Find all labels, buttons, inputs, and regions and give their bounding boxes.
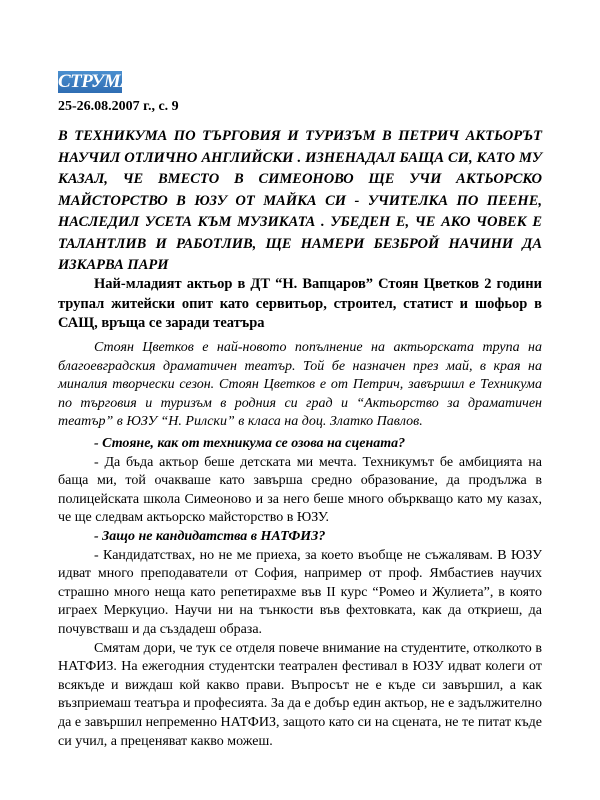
interview-answer: - Кандидатствах, но не ме приеха, за което въобще не съжалявам. В ЮЗУ идват много преподаватели от София, например от проф. Ямбастиев научих страшно много неща като репетирахме във II курс “Ромео и Жулиета”, в която играех Меркуцио. Научи ни на тънкости във фехтовката, как да откриеш, да почувстваш и да създадеш образа.	[58, 547, 542, 637]
publication-date: 25-26.08.2007 г., с. 9	[58, 99, 179, 114]
interview-answer: - Да бъда актьор беше детската ми мечта. Техникумът бе амбицията на баща ми, той очакваше като завърша средно образование, да продължа в полицейската школа Симеоново и за него беше много объркващо като му казах, че ще следвам актьорско майсторство в ЮЗУ.	[58, 454, 542, 526]
article-headline: В ТЕХНИКУМА ПО ТЪРГОВИЯ И ТУРИЗЪМ В ПЕТРИЧ АКТЬОРЪТ НАУЧИЛ ОТЛИЧНО АНГЛИЙСКИ . ИЗНЕНАДАЛ БАЩА СИ, КАТО МУ КАЗАЛ, ЧЕ ВМЕСТО В СИМЕОНОВО ЩЕ УЧИ АКТЬОРСКО МАЙСТОРСТВО В ЮЗУ ОТ МАЙКА СИ - УЧИТЕЛКА ПО ПЕЕНЕ, НАСЛЕДИЛ УСЕТА КЪМ МУЗИКАТА . УБЕДЕН Е, ЧЕ АКО ЧОВЕК Е ТАЛАНТЛИВ И РАБОТЛИВ, ЩЕ НАМЕРИ БЕЗБРОЙ НАЧИНИ ДА ИЗКАРВА ПАРИ	[58, 128, 542, 273]
article-body	[58, 435, 542, 751]
article-lead: Стоян Цветков е най-новото попълнение на актьорската трупа на благоевградския драматичен театър. Той бе назначен през май, в края на миналия творчески сезон. Стоян Цветков е от Петрич, завършил е Техникума по търговия и туризъм в родния си град и “Актьорство за драматичен театър” в ЮЗУ “Н. Рилски” в класа на доц. Златко Павлов.	[58, 340, 542, 430]
interview-answer: Смятам дори, че тук се отделя повече внимание на студентите, отколкото в НАТФИЗ. На ежегодния студентски театрален фестивал в ЮЗУ идват колеги от всякъде и виждаш кой какво прави. Въпросът не е къде си завършил, а как възприемаш театъра и професията. За да е добър един актьор, не е задължително да е завършил непременно НАТФИЗ, защото като си на сцената, не те питат къде си учил, а преценяват какво можеш.	[58, 640, 542, 749]
newspaper-logo: СТРУМА	[58, 71, 133, 92]
interview-question: - Защо не кандидатства в НАТФИЗ?	[94, 528, 326, 544]
article-subheadline: Най-младият актьор в ДТ “Н. Вапцаров” Стоян Цветков 2 години трупал житейски опит като сервитьор, строител, статист и шофьор в САЩ, връща се заради театъра	[58, 276, 542, 331]
interview-question: - Стояне, как от техникума се озова на сцената?	[94, 436, 406, 451]
